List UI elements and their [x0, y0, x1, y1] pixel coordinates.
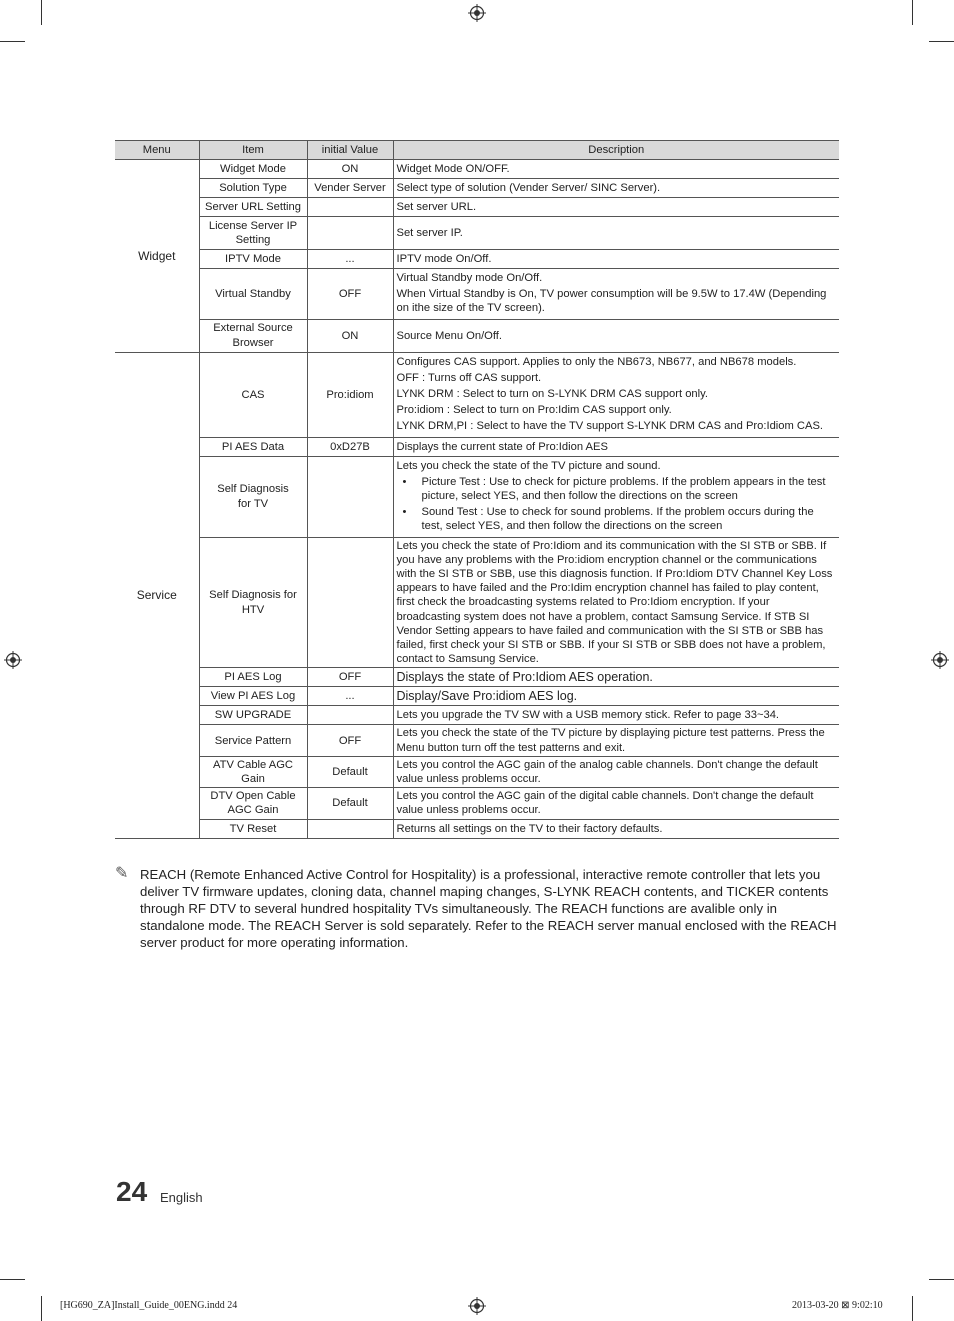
table-row	[115, 706, 839, 725]
column-header-item: Item	[199, 141, 307, 160]
description-line: LYNK DRM : Select to turn on S-LYNK DRM CAS support only.	[396, 388, 708, 401]
crop-mark-top-right-v	[912, 0, 913, 25]
value-cell: ON	[307, 319, 393, 352]
value-cell: ...	[307, 687, 393, 706]
item-line: Self Diagnosis	[217, 483, 289, 496]
value-cell	[307, 456, 393, 537]
menu-cell-widget: Widget	[115, 160, 199, 353]
registration-mark-icon	[468, 4, 486, 22]
description-cell	[393, 352, 839, 437]
settings-table	[115, 140, 839, 839]
description-cell: Lets you check the state of the TV picture by displaying picture test patterns. Press the Menu button turn off the test patterns and exit.	[393, 725, 839, 756]
table-row	[115, 725, 839, 756]
bullet-text: Picture Test : Use to check for picture problems. If the problem appears in the test picture, select YES, and then follow the directions on the screen	[421, 475, 826, 503]
table-row	[115, 819, 839, 838]
table-row	[115, 217, 839, 250]
value-cell: Default	[307, 756, 393, 787]
description-line: LYNK DRM,PI : Select to have the TV support S-LYNK DRM CAS and Pro:Idiom CAS.	[396, 420, 824, 433]
bullet-item	[397, 475, 837, 503]
value-cell: Default	[307, 788, 393, 819]
table-row	[115, 198, 839, 217]
item-cell: License Server IP Setting	[199, 217, 307, 250]
item-cell: Solution Type	[199, 179, 307, 198]
description-cell: IPTV mode On/Off.	[393, 250, 839, 269]
description-cell: Lets you control the AGC gain of the analog cable channels. Don't change the default value unless problems occur.	[393, 756, 839, 787]
table-row	[115, 269, 839, 320]
description-cell: Returns all settings on the TV to their factory defaults.	[393, 819, 839, 838]
table-header-row	[115, 141, 839, 160]
description-cell	[393, 456, 839, 537]
bullet-icon: •	[402, 506, 407, 519]
value-cell	[307, 706, 393, 725]
item-cell	[199, 456, 307, 537]
table-row	[115, 756, 839, 787]
value-cell: OFF	[307, 269, 393, 320]
table-row	[115, 537, 839, 668]
description-cell	[393, 269, 839, 320]
table-row	[115, 179, 839, 198]
item-cell: CAS	[199, 352, 307, 437]
crop-mark-bottom-left-h	[0, 1279, 25, 1280]
item-line: for TV	[237, 497, 269, 510]
registration-mark-icon	[931, 651, 949, 669]
crop-mark-bottom-left-v	[41, 1296, 42, 1321]
description-cell: Set server IP.	[393, 217, 839, 250]
page-language: English	[160, 1190, 203, 1205]
item-cell: Self Diagnosis for HTV	[199, 537, 307, 668]
table-row	[115, 687, 839, 706]
table-row	[115, 160, 839, 179]
crop-mark-bottom-right-h	[929, 1279, 954, 1280]
item-cell: DTV Open Cable AGC Gain	[199, 788, 307, 819]
value-cell: 0xD27B	[307, 437, 393, 456]
table-row	[115, 250, 839, 269]
reach-note	[115, 866, 840, 951]
bullet-text: Sound Test : Use to check for sound problems. If the problem occurs during the test, select YES, and then follow the directions on the screen	[421, 506, 814, 533]
bullet-icon: •	[402, 475, 407, 488]
item-cell: IPTV Mode	[199, 250, 307, 269]
description-cell: Displays the state of Pro:Idiom AES operation.	[393, 668, 839, 687]
crop-mark-top-right-h	[929, 41, 954, 42]
crop-mark-bottom-right-v	[912, 1296, 913, 1321]
table-row	[115, 788, 839, 819]
crop-mark-top-left-h	[0, 41, 25, 42]
footer-file-name: [HG690_ZA]Install_Guide_00ENG.indd 24	[60, 1300, 238, 1311]
value-cell: Pro:idiom	[307, 352, 393, 437]
item-cell: View PI AES Log	[199, 687, 307, 706]
registration-mark-icon	[468, 1297, 486, 1315]
description-cell: Lets you upgrade the TV SW with a USB memory stick. Refer to page 33~34.	[393, 706, 839, 725]
table-row	[115, 668, 839, 687]
value-cell	[307, 537, 393, 668]
item-cell: PI AES Data	[199, 437, 307, 456]
item-cell: Widget Mode	[199, 160, 307, 179]
description-line: When Virtual Standby is On, TV power consumption will be 9.5W to 17.4W (Depending on ithe size of the TV screen).	[396, 288, 827, 315]
value-cell: ...	[307, 250, 393, 269]
value-cell	[307, 217, 393, 250]
item-cell: SW UPGRADE	[199, 706, 307, 725]
crop-mark-top-left-v	[41, 0, 42, 25]
bullet-item	[397, 505, 837, 533]
footer-timestamp: 2013-03-20 ⊠ 9:02:10	[792, 1300, 883, 1311]
registration-mark-icon	[4, 651, 22, 669]
item-cell: External Source Browser	[199, 319, 307, 352]
value-cell: ON	[307, 160, 393, 179]
description-line: Lets you check the state of the TV picture and sound.	[396, 459, 661, 472]
description-cell: Display/Save Pro:idiom AES log.	[393, 687, 839, 706]
item-cell: PI AES Log	[199, 668, 307, 687]
description-cell: Source Menu On/Off.	[393, 319, 839, 352]
page-number: 24	[116, 1176, 148, 1207]
table-row	[115, 437, 839, 456]
table-row	[115, 352, 839, 437]
description-cell: Displays the current state of Pro:Idion AES	[393, 437, 839, 456]
description-cell: Widget Mode ON/OFF.	[393, 160, 839, 179]
item-cell: Server URL Setting	[199, 198, 307, 217]
value-cell	[307, 198, 393, 217]
description-cell: Lets you control the AGC gain of the digital cable channels. Don't change the default value unless problems occur.	[393, 788, 839, 819]
description-cell: Set server URL.	[393, 198, 839, 217]
item-cell: ATV Cable AGC Gain	[199, 756, 307, 787]
table-row	[115, 319, 839, 352]
description-line: Virtual Standby mode On/Off.	[396, 272, 543, 284]
value-cell	[307, 819, 393, 838]
column-header-description: Description	[393, 141, 839, 160]
value-cell: OFF	[307, 725, 393, 756]
item-cell: Service Pattern	[199, 725, 307, 756]
value-cell: Vender Server	[307, 179, 393, 198]
note-text: REACH (Remote Enhanced Active Control for Hospitality) is a professional, interactive remote controller that lets you deliver TV firmware updates, cloning data, channel maping changes, S-LYNK REACH contents, and TICKER contents through RF DTV to several hundred hospitality TVs simultaneously. The REACH functions are avalible only in standalone mode. The REACH Server is sold separately. Refer to the REACH server manual enclosed with the REACH server product for more operating information.	[140, 867, 837, 950]
description-cell: Lets you check the state of Pro:Idiom and its communication with the SI STB or SBB. If you have any problems with the Pro:idiom encryption channel or the communications with the SI STB or SBB, use this diagnosis function. If Pro:Idiom DTV Channel Key Loss appears to have failed and the Pro:Idim encryption channel has failed to play content, first check the broadcasting systems related to Pro:Idiom encryption. If your broadcasting system does not have a problem, contact Samsung Service. If STB SI Vendor Setting appears to have failed and communication with the SI STB or SBB has failed, first check your SI STB or SBB. If your SI STB or SBB does not have a problem, contact to Samsung Service.	[393, 537, 839, 668]
column-header-initial-value: initial Value	[307, 141, 393, 160]
menu-cell-service: Service	[115, 352, 199, 838]
pencil-icon: ✎	[115, 865, 129, 882]
description-cell: Select type of solution (Vender Server/ SINC Server).	[393, 179, 839, 198]
column-header-menu: Menu	[115, 141, 199, 160]
description-line: Configures CAS support. Applies to only the NB673, NB677, and NB678 models.	[396, 355, 797, 368]
description-line: OFF : Turns off CAS support.	[396, 371, 542, 384]
item-cell: Virtual Standby	[199, 269, 307, 320]
item-cell: TV Reset	[199, 819, 307, 838]
description-line: Pro:idiom : Select to turn on Pro:Idim CAS support only.	[396, 404, 672, 417]
value-cell: OFF	[307, 668, 393, 687]
table-row	[115, 456, 839, 537]
